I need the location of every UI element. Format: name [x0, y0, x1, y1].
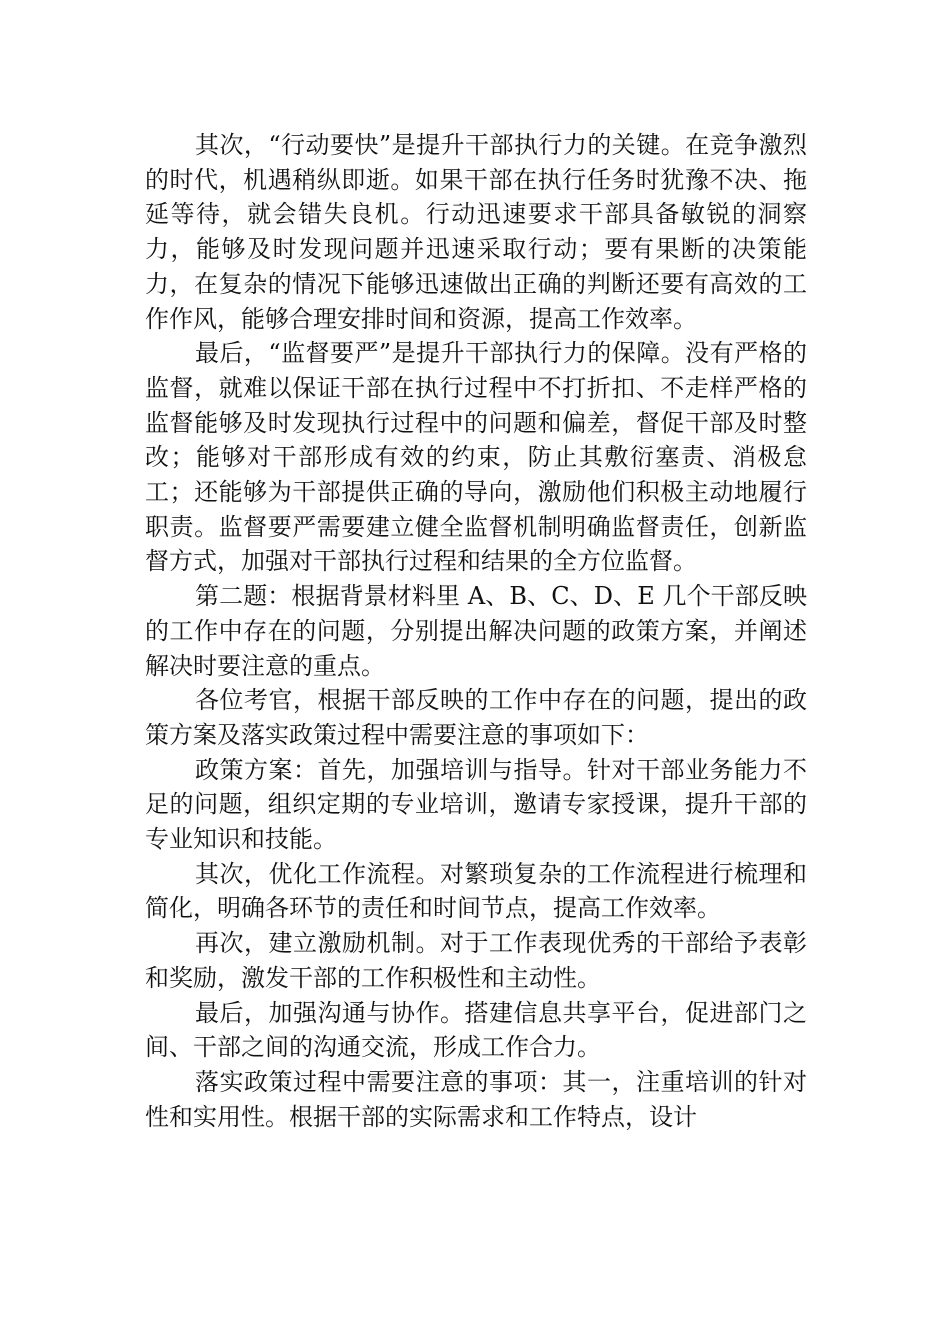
- paragraph-policy-training: 政策方案：首先，加强培训与指导。针对干部业务能力不足的问题，组织定期的专业培训，邀请专家授课，提升干部的专业知识和技能。: [145, 755, 807, 854]
- paragraph-answer-intro: 各位考官，根据干部反映的工作中存在的问题，提出的政策方案及落实政策过程中需要注意的事项如下：: [145, 686, 807, 749]
- paragraph-policy-incentive: 再次，建立激励机制。对于工作表现优秀的干部给予表彰和奖励，激发干部的工作积极性和主动性。: [145, 929, 807, 992]
- paragraph-policy-workflow: 其次，优化工作流程。对繁琐复杂的工作流程进行梳理和简化，明确各环节的责任和时间节点，提高工作效率。: [145, 859, 807, 923]
- document-body: [145, 128, 807, 1134]
- paragraph-implementation-notes: 落实政策过程中需要注意的事项：其一，注重培训的针对性和实用性。根据干部的实际需求和工作特点，设计: [145, 1067, 807, 1131]
- paragraph-strict-supervision: 最后，“监督要严”是提升干部执行力的保障。没有严格的监督，就难以保证干部在执行过程中不打折扣、不走样严格的监督能够及时发现执行过程中的问题和偏差，督促干部及时整改；能够对干部形成有效的约束，防止其敷衍塞责、消极怠工；还能够为干部提供正确的导向，激励他们积极主动地履行职责。监督要严需要建立健全监督机制明确监督责任，创新监督方式，加强对干部执行过程和结果的全方位监督。: [145, 339, 807, 576]
- paragraph-question-two: 第二题：根据背景材料里 A、B、C、D、E 几个干部反映的工作中存在的问题，分别提出解决问题的政策方案，并阐述解决时要注意的重点。: [145, 582, 807, 680]
- paragraph-policy-communication: 最后，加强沟通与协作。搭建信息共享平台，促进部门之间、干部之间的沟通交流，形成工作合力。: [145, 998, 807, 1062]
- paragraph-execution-speed: 其次，“行动要快”是提升干部执行力的关键。在竞争激烈的时代，机遇稍纵即逝。如果干部在执行任务时犹豫不决、拖延等待，就会错失良机。行动迅速要求干部具备敏锐的洞察力，能够及时发现问题并迅速采取行动；要有果断的决策能力，在复杂的情况下能够迅速做出正确的判断还要有高效的工作作风，能够合理安排时间和资源，提高工作效率。: [145, 131, 807, 333]
